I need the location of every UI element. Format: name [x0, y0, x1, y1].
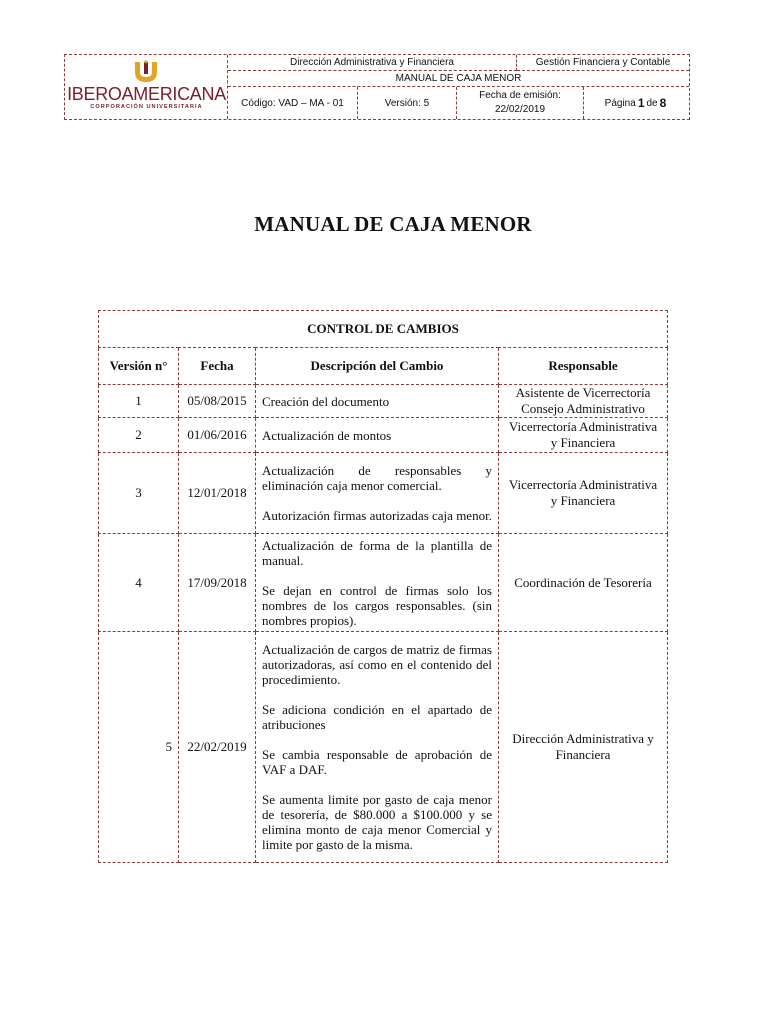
table-row [99, 385, 668, 418]
logo-cell [65, 55, 228, 119]
description-paragraph: Se aumenta limite por gasto de caja menor de tesorería, de $80.000 a $100.000 y se elimina monto de caja menor Comercial y limite por gasto de la misma. [262, 792, 492, 852]
university-logo-icon [131, 60, 161, 84]
header-issue-date [457, 87, 584, 119]
description-cell [256, 534, 499, 632]
date-cell: 01/06/2016 [179, 418, 256, 453]
date-cell: 05/08/2015 [179, 385, 256, 418]
description-cell [256, 453, 499, 534]
version-cell: 5 [99, 632, 179, 863]
description-paragraph: Actualización de cargos de matriz de firmas autorizadoras, así como en el contenido del procedimiento. [262, 642, 492, 687]
header-page-number [584, 87, 689, 119]
responsible-cell: Vicerrectoría Administrativa y Financiera [499, 453, 668, 534]
version-cell: 2 [99, 418, 179, 453]
description-paragraph: Actualización de montos [262, 427, 392, 443]
column-header-date: Fecha [179, 348, 256, 385]
header-area: Gestión Financiera y Contable [517, 55, 689, 71]
table-row [99, 534, 668, 632]
version-cell: 4 [99, 534, 179, 632]
header-code: Código: VAD – MA - 01 [228, 87, 358, 119]
column-header-responsible: Responsable [499, 348, 668, 385]
description-paragraph: Creación del documento [262, 393, 390, 409]
date-cell: 17/09/2018 [179, 534, 256, 632]
header-department: Dirección Administrativa y Financiera [228, 55, 517, 71]
header-doc-title: MANUAL DE CAJA MENOR [228, 71, 689, 87]
description-paragraph: Se adiciona condición en el apartado de atribuciones [262, 702, 492, 732]
logo-subtitle: CORPORACIÓN UNIVERSITARIA [90, 104, 203, 110]
table-caption: CONTROL DE CAMBIOS [99, 311, 668, 348]
date-cell: 12/01/2018 [179, 453, 256, 534]
description-paragraph: Se dejan en control de firmas solo los nombres de los cargos responsables. (sin nombres propios). [262, 582, 492, 628]
table-row [99, 632, 668, 863]
description-cell [256, 418, 499, 453]
version-cell: 1 [99, 385, 179, 418]
description-paragraph: Se cambia responsable de aprobación de VAF a DAF. [262, 747, 492, 777]
date-cell: 22/02/2019 [179, 632, 256, 863]
responsible-cell: Dirección Administrativa y Financiera [499, 632, 668, 863]
table-row [99, 418, 668, 453]
document-header [64, 54, 690, 120]
description-cell [256, 632, 499, 863]
description-paragraph: Actualización de forma de la plantilla de manual. [262, 537, 492, 568]
page-total: 8 [659, 96, 667, 110]
responsible-cell: Coordinación de Tesorería [499, 534, 668, 632]
column-header-version: Versión n° [99, 348, 179, 385]
table-row [99, 453, 668, 534]
page-title: MANUAL DE CAJA MENOR [254, 212, 532, 236]
page-current: 1 [637, 96, 645, 110]
issue-date-label: Fecha de emisión: [479, 90, 561, 101]
description-paragraph: Actualización de responsables y eliminación caja menor comercial. [262, 463, 492, 493]
issue-date-value: 22/02/2019 [494, 104, 546, 115]
responsible-cell: Asistente de Vicerrectoría Consejo Administrativo [499, 385, 668, 418]
responsible-cell: Vicerrectoría Administrativa y Financiera [499, 418, 668, 453]
column-header-description: Descripción del Cambio [256, 348, 499, 385]
page-of: de [646, 97, 658, 109]
description-cell [256, 385, 499, 418]
change-control-table [98, 310, 668, 863]
header-version: Versión: 5 [358, 87, 457, 119]
page-prefix: Página [604, 97, 636, 109]
description-paragraph: Autorización firmas autorizadas caja menor. [262, 508, 492, 523]
logo-wordmark: IBEROAMERICANA [67, 84, 226, 104]
version-cell: 3 [99, 453, 179, 534]
